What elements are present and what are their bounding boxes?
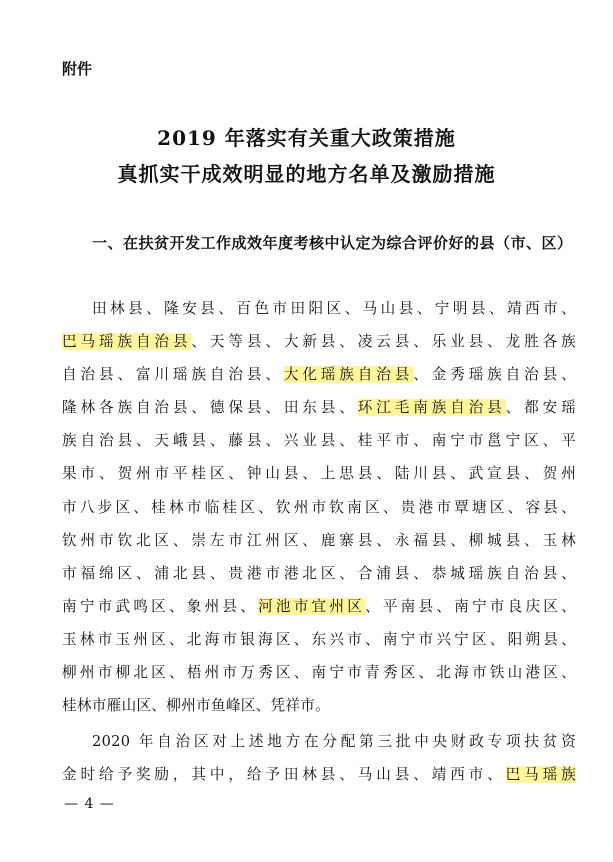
- text-line: 玉林市玉州区、北海市银海区、东兴市、南宁市兴宁区、阳朔县、: [62, 630, 576, 648]
- highlighted-text: 环江毛南族自治县: [357, 399, 506, 417]
- text-line: 隆林各族自治县、德保县、田东县、环江毛南族自治县、都安瑶: [62, 399, 577, 417]
- highlighted-text: 巴马瑶族: [505, 766, 577, 784]
- text-line: 钦州市钦北区、崇左市江州区、鹿寨县、永福县、柳城县、玉林: [62, 531, 576, 549]
- text-line: 族自治县、天峨县、藤县、兴业县、桂平市、南宁市邕宁区、平: [62, 432, 576, 450]
- text-line: 田林县、隆安县、百色市田阳区、马山县、宁明县、靖西市、: [92, 300, 576, 317]
- text-line: 柳州市柳北区、梧州市万秀区、南宁市青秀区、北海市铁山港区、: [62, 664, 576, 682]
- text-line: 巴马瑶族自治县、天等县、大新县、凌云县、乐业县、龙胜各族: [62, 333, 576, 351]
- title-line-1: 2019 年落实有关重大政策措施: [157, 126, 456, 150]
- highlighted-text: 大化瑶族自治县: [283, 366, 414, 384]
- text-line: 2020 年自治区对上述地方在分配第三批中央财政专项扶贫资: [92, 733, 576, 750]
- highlighted-text: 河池市宜州区: [258, 597, 366, 615]
- text-line: 自治县、富川瑶族自治县、大化瑶族自治县、金秀瑶族自治县、: [62, 366, 577, 384]
- text-line: 市福绵区、浦北县、贵港市港北区、合浦县、恭城瑶族自治县、: [62, 564, 576, 582]
- title-line-2: 真抓实干成效明显的地方名单及激励措施: [117, 162, 496, 186]
- highlighted-text: 巴马瑶族自治县: [62, 333, 192, 351]
- text-line: 市八步区、桂林市临桂区、钦州市钦南区、贵港市覃塘区、容县、: [62, 498, 576, 516]
- text-line: 果市、贺州市平桂区、钟山县、上思县、陆川县、武宣县、贺州: [62, 465, 576, 483]
- reward-paragraph: [62, 725, 576, 791]
- county-list-paragraph: [62, 292, 576, 722]
- attachment-label: 附件: [62, 60, 93, 78]
- page-number: — 4 —: [64, 796, 115, 812]
- text-line: 金时给予奖励，其中，给予田林县、马山县、靖西市、巴马瑶族: [62, 766, 577, 784]
- text-line: 南宁市武鸣区、象州县、河池市宜州区、平南县、南宁市良庆区、: [62, 597, 576, 615]
- section-heading: 一、在扶贫开发工作成效年度考核中认定为综合评价好的县（市、区）: [92, 234, 573, 252]
- text-line: 桂林市雁山区、柳州市鱼峰区、凭祥市。: [62, 697, 331, 715]
